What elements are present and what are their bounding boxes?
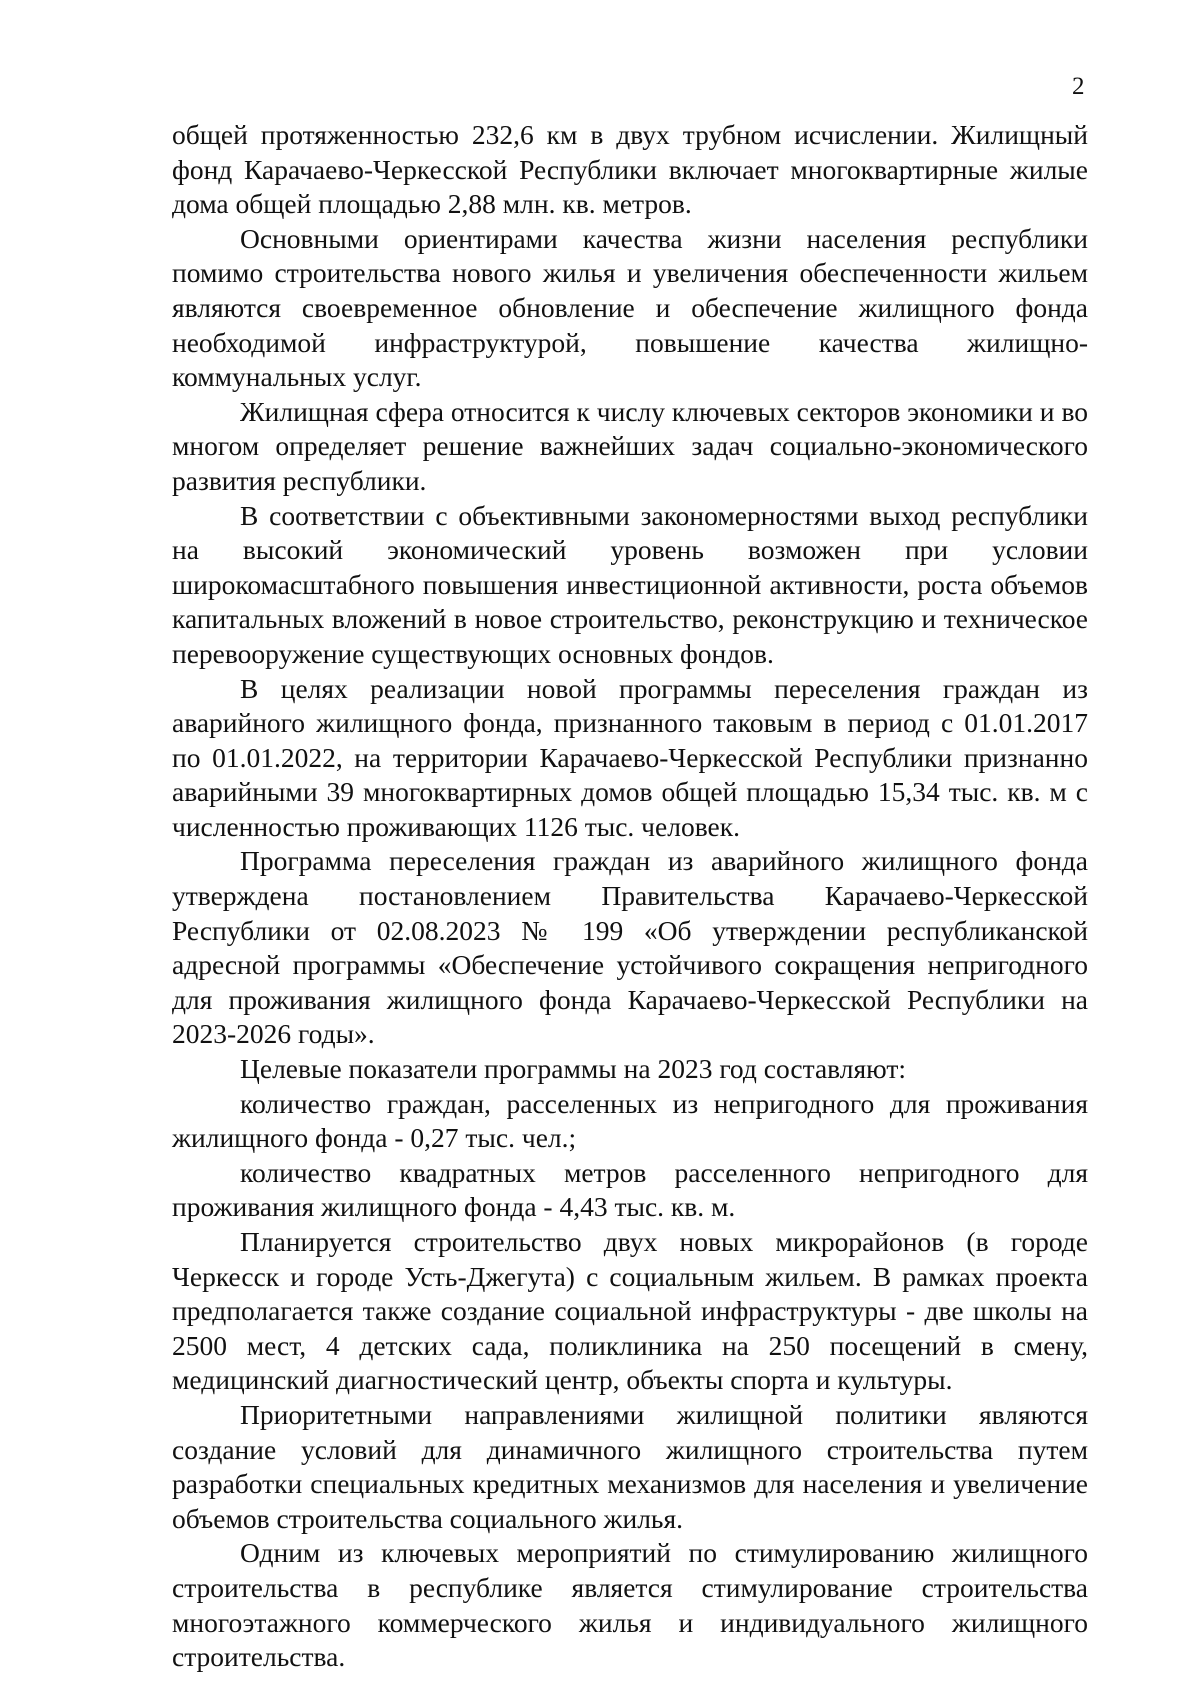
document-body: [172, 118, 1088, 1675]
list-item-square-meters: количество квадратных метров расселенного непригодного для проживания жилищного фонда - 4,43 тыс. кв. м.: [172, 1156, 1088, 1223]
paragraph-resettlement-program: В целях реализации новой программы переселения граждан из аварийного жилищного фонда, признанного таковым в период с 01.01.2017 по 01.01.2022, на территории Карачаево-Черкесской Республики признанно аварийными 39 многоквартирных домов общей площадью 15,34 тыс. кв. м с численностью проживающих 1126 тыс. человек.: [172, 672, 1088, 842]
paragraph-housing-stock: общей протяженностью 232,6 км в двух трубном исчислении. Жилищный фонд Карачаево-Черкесской Республики включает многоквартирные жилые дома общей площадью 2,88 млн. кв. метров.: [172, 119, 1088, 220]
paragraph-priority-directions: Приоритетными направлениями жилищной политики являются создание условий для динамичного жилищного строительства путем разработки специальных кредитных механизмов для населения и увеличение объемов строительства социального жилья.: [172, 1398, 1088, 1534]
page-number: 2: [1072, 73, 1085, 100]
paragraph-target-indicators: Целевые показатели программы на 2023 год составляют:: [240, 1053, 906, 1085]
paragraph-key-measures: Одним из ключевых мероприятий по стимулированию жилищного строительства в республике является стимулирование строительства многоэтажного коммерческого жилья и индивидуального жилищного строительства.: [172, 1537, 1088, 1673]
paragraph-quality-of-life: Основными ориентирами качества жизни населения республики помимо строительства нового жилья и увеличения обеспеченности жильем являются своевременное обновление и обеспечение жилищного фонда необходимой инфраструктурой, повышение качества жилищно-коммунальных услуг.: [172, 222, 1088, 393]
paragraph-program-approval: Программа переселения граждан из аварийного жилищного фонда утверждена постановлением Правительства Карачаево-Черкесской Республики от 02.08.2023 № 199 «Об утверждении республиканской адресной программы «Обеспечение устойчивого сокращения непригодного для проживания жилищного фонда Карачаево-Черкесской Республики на 2023-2026 годы».: [172, 845, 1088, 1050]
paragraph-new-districts: Планируется строительство двух новых микрорайонов (в городе Черкесск и городе Усть-Джегута) с социальным жильем. В рамках проекта предполагается также создание социальной инфраструктуры - две школы на 2500 мест, 4 детских сада, поликлиника на 250 посещений в смену, медицинский диагностический центр, объекты спорта и культуры.: [172, 1226, 1088, 1396]
paragraph-housing-sector: Жилищная сфера относится к числу ключевых секторов экономики и во многом определяет решение важнейших задач социально-экономического развития республики.: [172, 395, 1088, 496]
list-item-citizens: количество граждан, расселенных из непригодного для проживания жилищного фонда - 0,27 тыс. чел.;: [172, 1087, 1088, 1154]
paragraph-economic-level: В соответствии с объективными закономерностями выход республики на высокий экономический уровень возможен при условии широкомасштабного повышения инвестиционной активности, роста объемов капитальных вложений в новое строительство, реконструкцию и техническое перевооружение существующих основных фондов.: [172, 499, 1088, 669]
